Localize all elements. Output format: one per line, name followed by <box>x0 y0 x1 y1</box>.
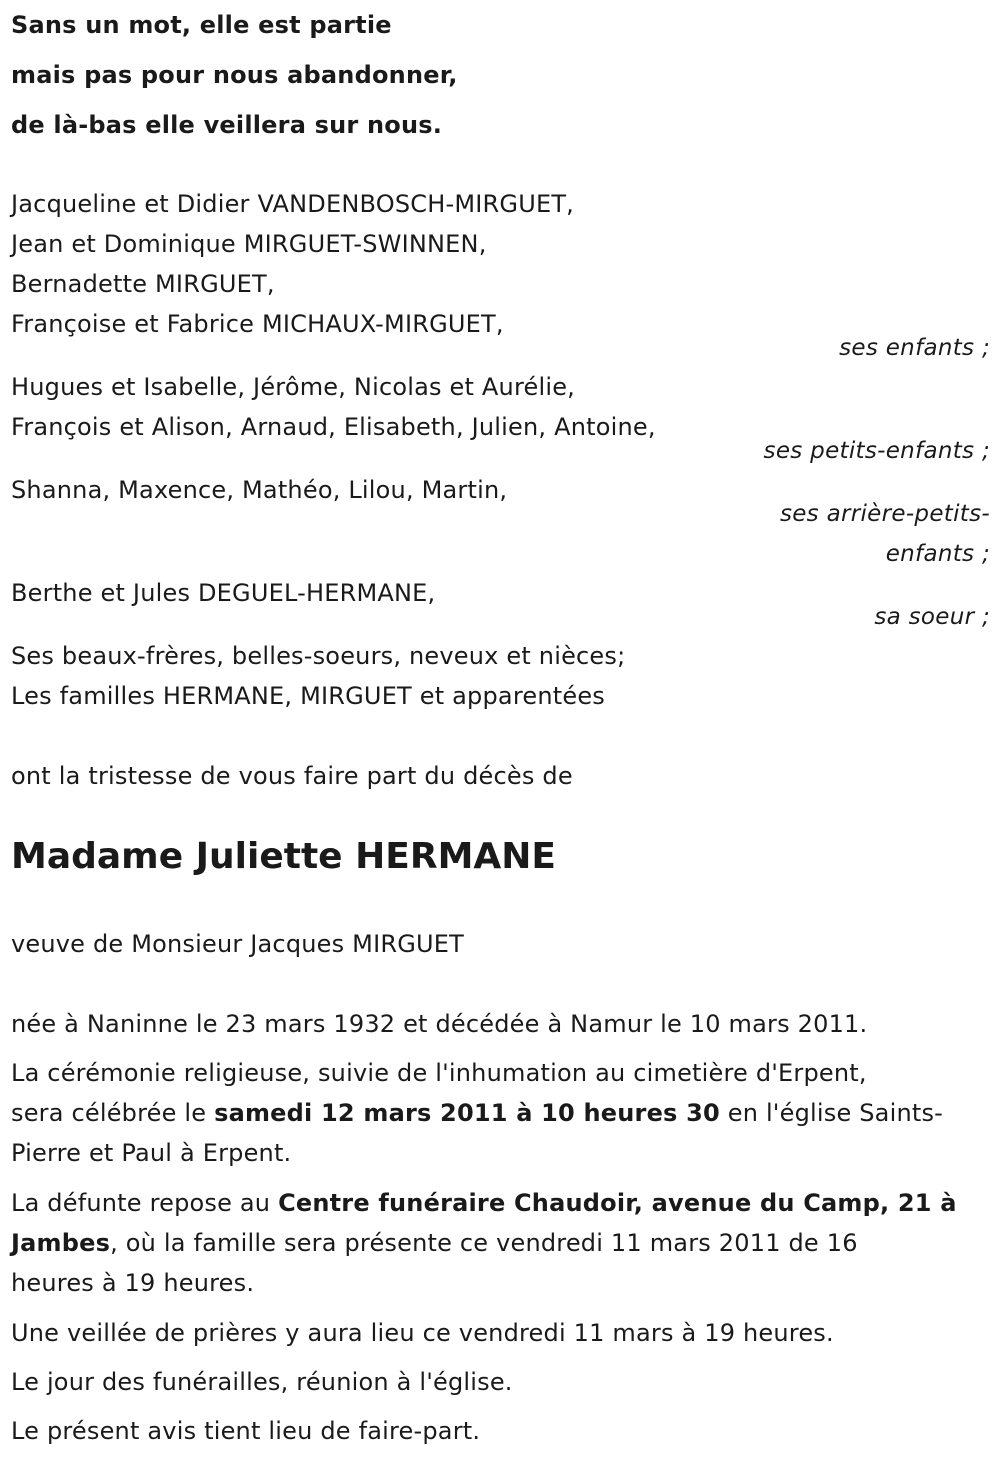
ceremony-line-3: Pierre et Paul à Erpent. <box>11 1139 292 1167</box>
repose-line-2-suffix: , où la famille sera présente ce vendredi 11 mars 2011 de 16 <box>110 1229 858 1257</box>
sister-relation: sa soeur ; <box>874 604 990 630</box>
great-grandchildren-relation-line-1: ses arrière-petits- <box>779 501 990 527</box>
repose-line-1 <box>11 1188 957 1218</box>
poem-line-3: de là-bas elle veillera sur nous. <box>11 111 443 139</box>
birth-death-text: née à Naninne le 23 mars 1932 et décédée à Namur le 10 mars 2011. <box>11 1010 868 1038</box>
grandchildren-name-line: Hugues et Isabelle, Jérôme, Nicolas et Aurélie, <box>11 373 576 401</box>
announcement-text: ont la tristesse de vous faire part du décès de <box>11 762 573 790</box>
ceremony-date-time: samedi 12 mars 2011 à 10 heures 30 <box>214 1099 720 1127</box>
children-name-line: Françoise et Fabrice MICHAUX-MIRGUET, <box>11 310 504 338</box>
grandchildren-relation: ses petits-enfants ; <box>763 438 990 464</box>
great-grandchildren-names: Shanna, Maxence, Mathéo, Lilou, Martin, <box>11 476 508 504</box>
funeral-center-city: Jambes <box>11 1229 111 1257</box>
ceremony-line-1: La cérémonie religieuse, suivie de l'inhumation au cimetière d'Erpent, <box>11 1059 867 1087</box>
extended-family-line-2: Les familles HERMANE, MIRGUET et apparentées <box>11 682 605 710</box>
vigil-text: Une veillée de prières y aura lieu ce vendredi 11 mars à 19 heures. <box>11 1319 834 1347</box>
ceremony-line-2-prefix: sera célébrée le <box>11 1099 215 1127</box>
notice-text: Le présent avis tient lieu de faire-part. <box>11 1417 481 1445</box>
grandchildren-name-line: François et Alison, Arnaud, Elisabeth, Julien, Antoine, <box>11 413 656 441</box>
ceremony-line-2-suffix: en l'église Saints- <box>719 1099 944 1127</box>
repose-line-1-prefix: La défunte repose au <box>11 1189 279 1217</box>
children-name-line: Bernadette MIRGUET, <box>11 270 275 298</box>
ceremony-line-2 <box>11 1098 943 1128</box>
deceased-name: Madame Juliette HERMANE <box>11 836 556 877</box>
extended-family-line-1: Ses beaux-frères, belles-soeurs, neveux et nièces; <box>11 642 626 670</box>
sister-names: Berthe et Jules DEGUEL-HERMANE, <box>11 579 436 607</box>
children-name-line: Jacqueline et Didier VANDENBOSCH-MIRGUET, <box>11 190 575 218</box>
poem-line-1: Sans un mot, elle est partie <box>11 11 392 39</box>
great-grandchildren-relation-line-2: enfants ; <box>885 541 990 567</box>
children-relation: ses enfants ; <box>839 335 990 361</box>
funeral-center-address: Centre funéraire Chaudoir, avenue du Camp, 21 à <box>278 1189 957 1217</box>
repose-line-2 <box>11 1228 858 1258</box>
repose-line-3: heures à 19 heures. <box>11 1269 255 1297</box>
children-name-line: Jean et Dominique MIRGUET-SWINNEN, <box>11 230 487 258</box>
widow-of-text: veuve de Monsieur Jacques MIRGUET <box>11 930 465 958</box>
meeting-text: Le jour des funérailles, réunion à l'église. <box>11 1368 513 1396</box>
poem-line-2: mais pas pour nous abandonner, <box>11 61 458 89</box>
